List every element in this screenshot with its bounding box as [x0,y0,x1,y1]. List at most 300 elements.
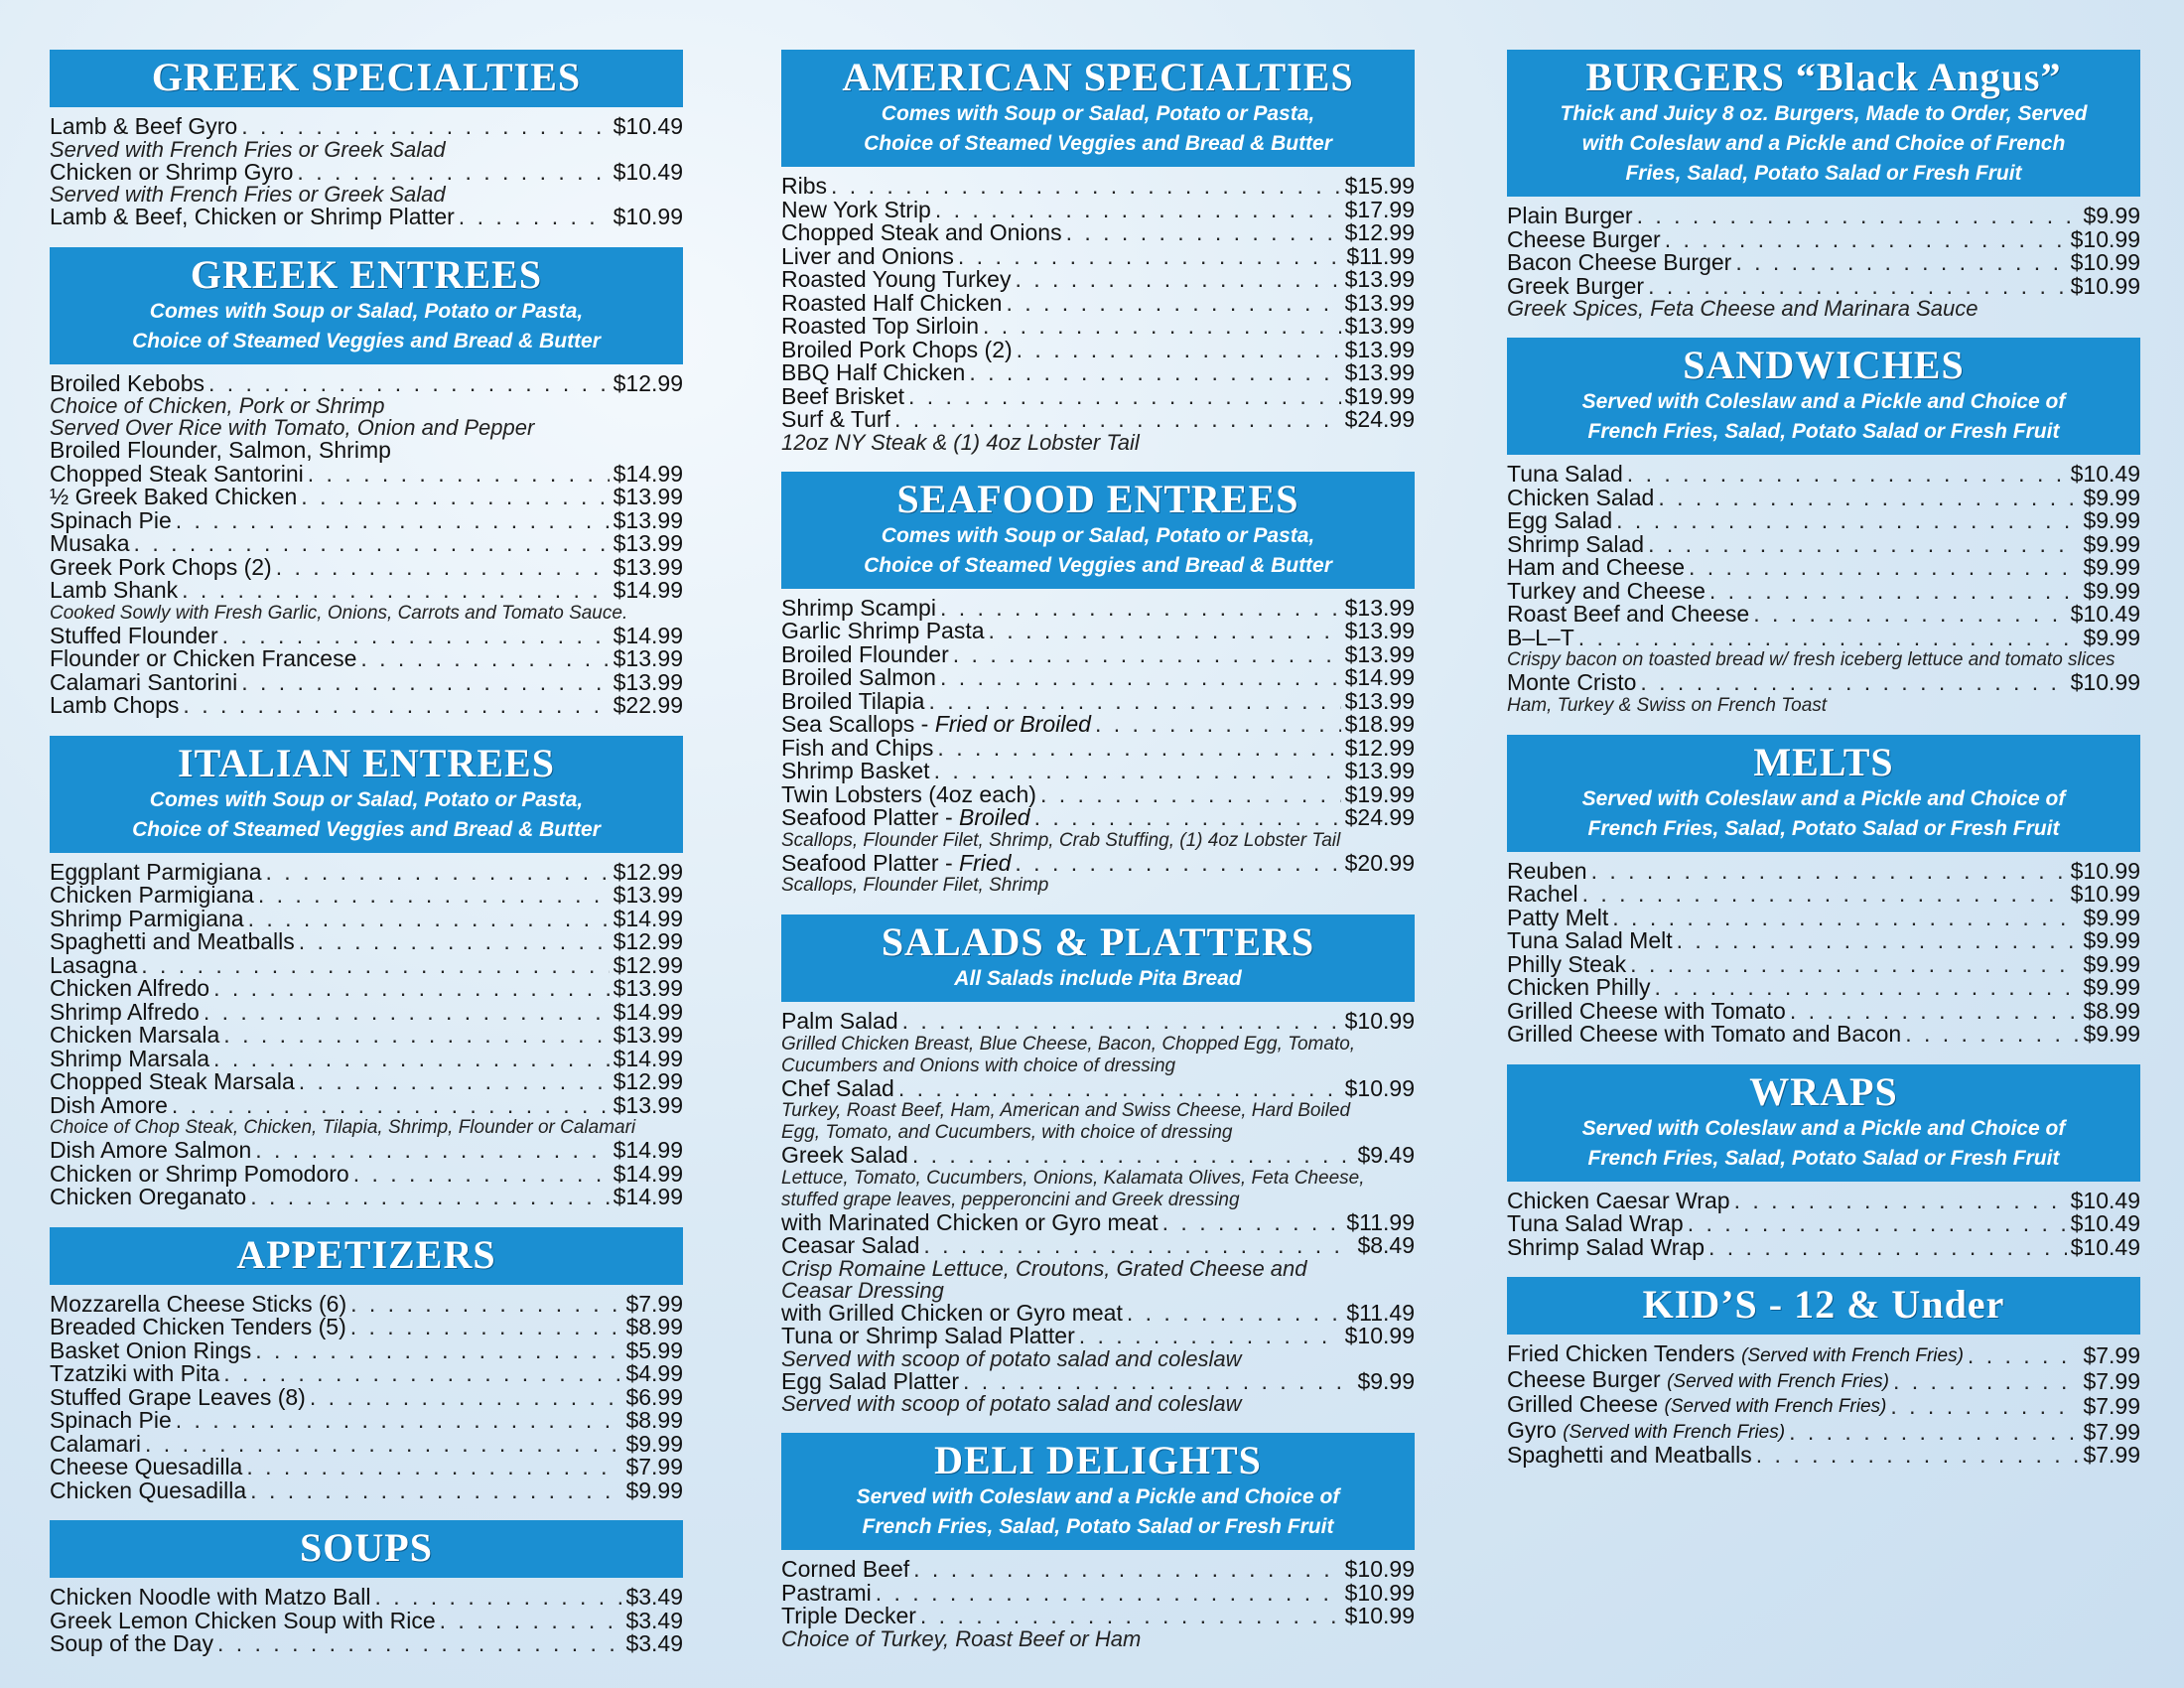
menu-item [50,579,683,603]
menu-item-name [781,1325,1075,1348]
menu-item [50,1409,683,1433]
dot-leader [1789,1421,2079,1445]
menu-item-price: $9.99 [2083,624,2140,650]
menu-item-price: $10.99 [1344,1556,1415,1582]
menu-item-price: $20.99 [1344,849,1415,876]
menu-item-name [1507,530,1645,557]
menu-item-price: $10.49 [613,113,683,139]
menu-item-price: $13.99 [613,1091,683,1118]
section-header [781,1433,1415,1550]
menu-item-name-text: Philly Steak [1507,950,1627,977]
menu-section-italian-entrees [50,736,683,1215]
dot-leader [1627,463,2067,487]
menu-item-price: $11.99 [1346,242,1415,269]
dot-leader [176,509,610,533]
menu-item-name [50,1316,346,1339]
menu-item-name-text: Broiled Flounder [781,640,949,667]
menu-item [1507,624,2140,650]
menu-item-price: $13.99 [613,506,683,533]
menu-item-name-text: B–L–T [1507,624,1574,650]
menu-item-price: $13.99 [613,668,683,695]
menu-section-melts [1507,735,2140,1053]
menu-item-name [781,315,979,339]
dot-leader [276,556,610,580]
menu-item-name [50,1336,252,1363]
menu-item [1507,997,2140,1024]
menu-item-name-text: Sea Scallops - [781,711,935,737]
menu-item-name-text: Stuffed Flounder [50,622,218,648]
menu-section-burgers-black-angus [1507,50,2140,326]
menu-item [50,439,683,463]
menu-item-name [1507,251,1731,275]
menu-item-name [50,1362,219,1386]
section-subtitle: Choice of Steamed Veggies and Bread & Butter [864,553,1332,577]
dot-leader [940,597,1341,621]
section-items [50,1285,683,1509]
dot-leader [222,625,610,648]
menu-item-name-text: Gyro [1507,1416,1564,1443]
menu-item-name [1507,1212,1684,1236]
menu-item-name [50,858,262,885]
menu-item-name [781,242,954,269]
menu-item [50,1186,683,1209]
section-subtitle: Served with Coleslaw and a Pickle and Choice of [1581,1116,2066,1140]
dot-leader [1734,1190,2067,1213]
menu-item-name-text: Monte Cristo [1507,669,1637,695]
menu-item-name [1507,484,1655,510]
menu-item [781,687,1415,714]
menu-item [781,1579,1415,1606]
menu-item-name [50,579,178,603]
section-items [1507,197,2140,326]
menu-item-price: $19.99 [1344,382,1415,409]
menu-item-price: $24.99 [1344,804,1415,830]
menu-item-price: $9.99 [2083,904,2140,930]
item-description: stuffed grape leaves, pepperoncini and Greek dressing [781,1189,1240,1210]
section-subtitle: Comes with Soup or Salad, Potato or Pasta, [881,102,1315,125]
menu-item-name [50,951,138,978]
section-header [1507,1064,2140,1182]
menu-item-price: $10.49 [2070,1187,2140,1213]
menu-section-sandwiches [1507,338,2140,723]
menu-item [50,1362,683,1386]
section-subtitle: Thick and Juicy 8 oz. Burgers, Made to Order, Served [1560,102,2088,125]
menu-item [1507,976,2140,1000]
menu-item-price: $11.99 [1346,1208,1415,1235]
item-description: Turkey, Roast Beef, Ham, American and Swiss Cheese, Hard Boiled [781,1100,1351,1121]
menu-item-name-text: Musaka [50,530,130,556]
menu-item-price: $14.99 [613,1137,683,1163]
dot-leader [248,908,610,931]
menu-item-name [781,361,965,385]
menu-section-wraps [1507,1064,2140,1266]
menu-item-price: $7.99 [625,1454,683,1479]
dot-leader [876,1582,1341,1606]
menu-item-variant: Fried [959,849,1012,876]
dot-leader [1162,1211,1343,1235]
menu-item [1507,1444,2140,1468]
menu-item-name [50,553,272,580]
menu-item-price: $13.99 [1344,758,1415,783]
dot-leader [1017,339,1341,362]
menu-item-price: $10.99 [2070,225,2140,252]
menu-item-name [1507,883,1578,907]
menu-item-name [50,206,455,229]
section-title: SOUPS [300,1525,433,1570]
menu-item-name [781,1234,919,1258]
menu-item-price: $10.99 [2070,272,2140,299]
menu-item-name-text: Seafood Platter - [781,849,959,876]
section-subtitle: Served with Coleslaw and a Pickle and Choice of [1581,390,2066,413]
menu-item-name-text: Bacon Cheese Burger [1507,249,1732,275]
menu-item-name [1507,624,1574,650]
section-subtitle: Comes with Soup or Salad, Potato or Pasta, [881,523,1315,547]
menu-item-price: $10.99 [1344,1323,1415,1348]
dot-leader [350,1316,622,1339]
dot-leader [1006,292,1340,316]
dot-leader [301,486,609,509]
section-items [1507,852,2140,1053]
menu-item [1507,1187,2140,1213]
dot-leader [176,1409,622,1433]
dot-leader [1591,860,2067,884]
menu-item-name [50,905,244,931]
dot-leader [223,1362,621,1386]
menu-item-name-text: Broiled Salmon [781,664,936,690]
menu-item-price: $9.99 [2083,974,2140,1000]
item-description: Scallops, Flounder Filet, Shrimp [781,875,1049,896]
menu-item-price: $9.99 [2083,1021,2140,1047]
menu-column-left [50,50,683,1662]
menu-item-price: $18.99 [1344,711,1415,737]
menu-item-price: $13.99 [613,1022,683,1048]
menu-item-name-text: Chicken Caesar Wrap [1507,1187,1730,1213]
menu-item-name-text: Chicken Oreganato [50,1184,247,1209]
menu-item [1507,1233,2140,1260]
dot-leader [1127,1302,1343,1326]
menu-item-name-text: Cheese Quesadilla [50,1454,243,1479]
menu-item-name-text: Shrimp Marsala [50,1045,210,1071]
menu-item-price: $10.49 [2070,601,2140,627]
menu-item-name [1507,1023,1901,1047]
menu-item-price: $10.49 [2070,1210,2140,1236]
menu-item [50,1456,683,1479]
menu-item-name [781,594,936,621]
menu-item [50,930,683,954]
item-description: Scallops, Flounder Filet, Shrimp, Crab Stuffing, (1) 4oz Lobster Tail [781,829,1341,851]
menu-item-price: $7.99 [2083,1393,2140,1419]
dot-leader [258,884,610,908]
dot-leader [145,1433,621,1457]
menu-item [50,506,683,533]
section-subtitle: with Coleslaw and a Pickle and Choice of French [1581,132,2066,155]
menu-item-name-text: Spaghetti and Meatballs [50,928,295,954]
dot-leader [241,115,609,139]
dot-leader [308,463,610,487]
menu-item-name-text: Greek Salad [781,1142,908,1168]
item-description: Greek Spices, Feta Cheese and Marinara Sauce [1507,296,1979,321]
dot-leader [1890,1395,2079,1419]
menu-item-price: $10.99 [2070,669,2140,695]
menu-item [781,806,1415,830]
menu-item-price: $9.49 [1357,1142,1415,1168]
menu-item-name [50,1409,172,1433]
menu-item-name-text: Chicken or Shrimp Gyro [50,158,294,185]
menu-item-name [1507,1444,1752,1468]
menu-item-name-text: Roasted Half Chicken [781,289,1003,316]
menu-item-name [781,1579,872,1606]
menu-item-name [1507,1416,1786,1445]
menu-item-name [1507,603,1749,627]
menu-section-appetizers [50,1227,683,1509]
menu-item-name-text: Shrimp Scampi [781,594,936,621]
dot-leader [940,666,1341,690]
menu-item-price: $8.99 [625,1314,683,1339]
dot-leader [297,161,609,185]
menu-item-name [1507,671,1636,695]
section-items [781,589,1415,904]
menu-item-price: $11.49 [1346,1299,1415,1326]
menu-item-name-text: Grilled Cheese with Tomato and Bacon [1507,1021,1902,1047]
menu-item-name [50,1091,168,1118]
dot-leader [223,1024,609,1048]
menu-item [50,460,683,487]
menu-item [50,951,683,978]
dot-leader [1582,883,2067,907]
menu-item-price: $12.99 [613,369,683,396]
dot-leader [1753,603,2066,627]
menu-item-price: $14.99 [613,577,683,603]
menu-item-name-text: Garlic Shrimp Pasta [781,618,985,643]
dot-leader [1079,1325,1341,1348]
menu-item-price: $12.99 [613,928,683,954]
section-items [1507,455,2140,723]
menu-item-name [1507,577,1706,604]
section-header [50,1520,683,1578]
menu-item-name [1507,1342,1964,1368]
menu-item [50,1586,683,1610]
dot-leader [213,977,610,1001]
menu-item-name [50,1160,349,1187]
dot-leader [1658,487,2079,510]
menu-item-name-text: Dish Amore [50,1091,168,1118]
menu-item-name [50,622,218,648]
menu-item-name [50,439,391,463]
section-subtitle: Choice of Steamed Veggies and Bread & Butter [132,329,601,352]
dot-leader [250,1186,609,1209]
dot-leader [182,579,610,603]
menu-section-seafood-entrees [781,472,1415,904]
menu-item-name [1507,1393,1886,1419]
dot-leader [983,315,1341,339]
menu-item-name-text: Corned Beef [781,1556,910,1582]
menu-item-name-text: Chicken or Shrimp Pomodoro [50,1160,349,1187]
section-header [1507,50,2140,197]
menu-item-price: $8.99 [625,1407,683,1433]
menu-item [1507,530,2140,557]
dot-leader [204,1001,610,1025]
menu-item-name-text: Fish and Chips [781,734,934,761]
dot-leader [963,1370,1353,1394]
menu-item [1507,671,2140,695]
menu-item [1507,484,2140,510]
menu-item-name [50,998,200,1025]
menu-item [1507,463,2140,487]
menu-item-name-text: Chopped Steak Marsala [50,1068,295,1094]
section-title: GREEK ENTREES [190,251,543,297]
menu-item-name [50,1186,246,1209]
menu-item-name [781,196,931,222]
menu-item-price: $9.99 [625,1477,683,1503]
dot-leader [969,361,1340,385]
section-title: GREEK SPECIALTIES [151,55,582,99]
menu-item [781,1010,1415,1034]
section-header [50,50,683,107]
menu-item-price: $13.99 [1344,594,1415,621]
section-items [1507,1335,2140,1474]
menu-item [1507,883,2140,907]
menu-item-name-text: Greek Pork Chops (2) [50,553,272,580]
menu-item-name [50,460,304,487]
menu-item-name [50,486,297,509]
menu-item-name-text: Plain Burger [1507,203,1633,228]
menu-item [50,1290,683,1317]
menu-item [781,1605,1415,1628]
menu-item-name [781,1299,1123,1326]
menu-item-name [781,289,1003,316]
section-subtitle: Choice of Steamed Veggies and Bread & Butter [864,132,1332,155]
menu-item-name-text: Calamari [50,1430,142,1457]
menu-item-price: $12.99 [613,858,683,885]
menu-item-name-text: Broiled Tilapia [781,687,925,714]
dot-leader [958,245,1342,269]
dot-leader [831,175,1341,199]
menu-section-salads-platters [781,914,1415,1421]
menu-item-price: $24.99 [1344,406,1415,432]
menu-item-name-text: Broiled Kebobs [50,369,205,396]
menu-item [50,1024,683,1048]
item-description: Served with French Fries or Greek Salad [50,182,446,207]
menu-item-name-text: Roasted Top Sirloin [781,313,980,339]
menu-item-name [50,930,295,954]
section-title: AMERICAN SPECIALTIES [842,55,1354,99]
menu-item-name-text: Greek Burger [1507,272,1645,299]
menu-item-price: $8.49 [1357,1232,1415,1258]
menu-item-name [50,977,209,1001]
item-description: Choice of Chicken, Pork or Shrimp [50,393,385,418]
menu-item-name [781,221,1062,245]
menu-item-price: $14.99 [613,1045,683,1071]
menu-item-name [781,336,1013,362]
dot-leader [1756,1444,2080,1468]
menu-item-name-text: Pastrami [781,1579,872,1606]
section-header [1507,338,2140,455]
menu-item-name-text: Liver and Onions [781,242,954,269]
menu-item [781,1074,1415,1101]
menu-item-name [781,175,827,199]
menu-item-name-text: Chicken Alfredo [50,975,210,1001]
menu-item-name-text: with Marinated Chicken or Gyro meat [781,1208,1159,1235]
menu-item-name-text: Chef Salad [781,1074,894,1101]
menu-item [781,315,1415,339]
menu-item-price: $10.49 [2070,1233,2140,1260]
menu-item-name [1507,463,1623,487]
dot-leader [1790,1000,2080,1024]
menu-item [50,158,683,185]
section-header [50,247,683,364]
menu-item [1507,509,2140,533]
menu-item-name-text: Egg Salad Platter [781,1367,960,1394]
menu-item-price: $14.99 [1344,664,1415,690]
menu-item-name-text: Shrimp Salad Wrap [1507,1233,1705,1260]
menu-item-name-text: Egg Salad [1507,507,1613,533]
dot-leader [172,1094,610,1118]
menu-item-name-text: Roast Beef and Cheese [1507,601,1750,627]
menu-item-name [1507,205,1633,228]
menu-item-price: $13.99 [1344,687,1415,714]
menu-item-name [50,1632,213,1656]
menu-item-price: $12.99 [1344,734,1415,761]
menu-item-price: $7.99 [2083,1367,2140,1394]
item-description: Lettuce, Tomato, Cucumbers, Onions, Kalamata Olives, Feta Cheese, [781,1167,1365,1189]
dot-leader [440,1610,622,1633]
dot-leader [459,206,610,229]
menu-item-name-text: Reuben [1507,857,1587,884]
dot-leader [350,1293,621,1317]
section-subtitle: French Fries, Salad, Potato Salad or Fresh Fruit [862,1515,1334,1538]
dot-leader [1040,783,1341,807]
menu-item-name-text: Cheese Burger [1507,225,1661,252]
menu-item-price: $12.99 [1344,219,1415,245]
dot-leader [1637,205,2080,228]
menu-item-name-text: Chicken Parmigiana [50,882,254,908]
menu-item [781,713,1415,737]
menu-item [50,1160,683,1187]
dot-leader [902,1010,1341,1034]
menu-item-name-text: Mozzarella Cheese Sticks (6) [50,1290,347,1317]
menu-item-name [781,1144,908,1168]
menu-item [50,1316,683,1339]
menu-item [50,622,683,648]
menu-item-name [781,687,925,714]
menu-item-name [50,1430,142,1457]
section-subtitle: French Fries, Salad, Potato Salad or Fresh Fruit [1587,1146,2060,1170]
dot-leader [374,1586,621,1610]
menu-item-name [1507,904,1609,930]
menu-item [1507,1393,2140,1419]
dot-leader [241,671,609,695]
dot-leader [1688,1212,2067,1236]
menu-item [1507,251,2140,275]
menu-item [781,1234,1415,1258]
menu-item-name [781,408,890,432]
dot-leader [299,1070,610,1094]
dot-leader [134,532,610,556]
menu-item-name [781,734,934,761]
menu-item-name-text: Lamb & Beef, Chicken or Shrimp Platter [50,204,455,229]
section-subtitle: Choice of Steamed Veggies and Bread & Butter [132,817,601,841]
menu-item-name-text: Flounder or Chicken Francese [50,645,357,671]
menu-item [781,242,1415,269]
menu-item-price: $14.99 [613,998,683,1025]
section-subtitle: Served with Coleslaw and a Pickle and Choice of [1581,786,2066,810]
menu-item-name [50,647,356,671]
menu-item-name-text: Lamb Chops [50,692,180,718]
dot-leader [894,408,1341,432]
menu-item-name-text: ½ Greek Baked Chicken [50,484,298,509]
dot-leader [360,647,609,671]
dot-leader [1066,221,1341,245]
